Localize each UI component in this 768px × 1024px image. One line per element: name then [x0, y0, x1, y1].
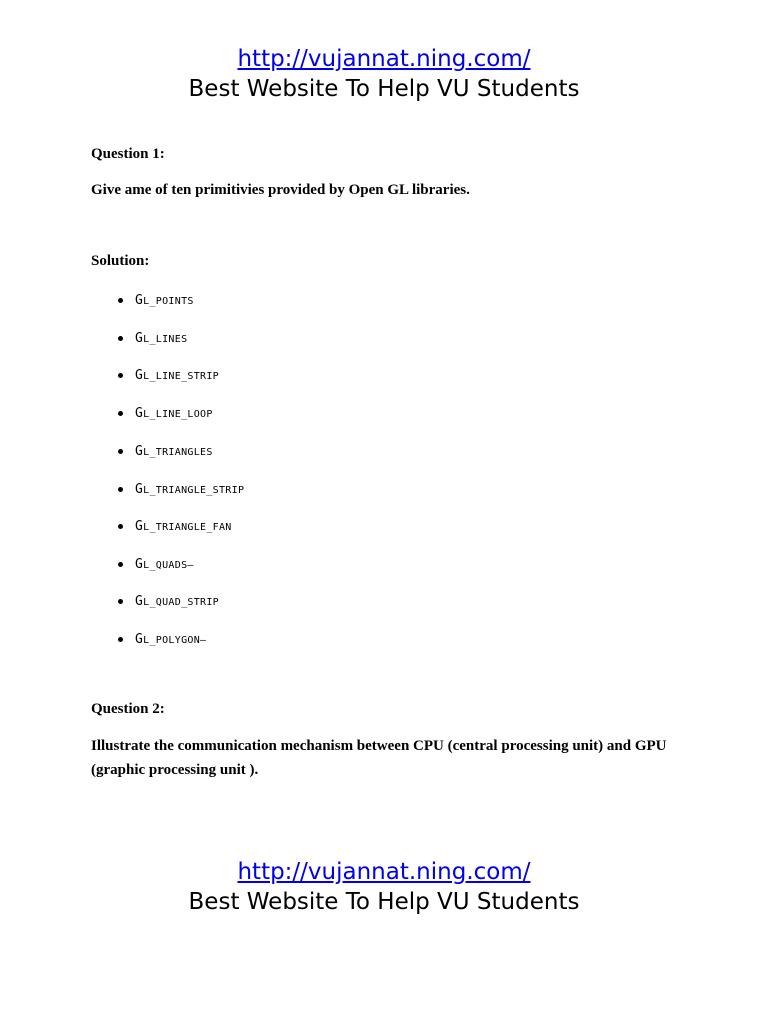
solution-label: Solution:	[91, 253, 150, 269]
list-item	[118, 479, 244, 499]
primitive-name: GL_LINES	[135, 330, 188, 346]
list-item	[118, 516, 232, 536]
primitive-name: GL_TRIANGLE_FAN	[135, 518, 232, 534]
question-2-label: Question 2:	[91, 701, 165, 717]
list-item	[118, 591, 219, 611]
bullet-icon	[118, 599, 123, 604]
bullet-icon	[118, 449, 123, 454]
list-item	[118, 441, 213, 461]
list-item	[118, 365, 219, 385]
list-item	[118, 403, 213, 423]
page-header	[0, 44, 768, 104]
bullet-icon	[118, 336, 123, 341]
question-2-text: Illustrate the communication mechanism between CPU (central processing unit) and GPU (graphic processing unit ).	[91, 738, 667, 778]
primitive-name: GL_LINE_STRIP	[135, 367, 219, 383]
page-footer	[0, 857, 768, 917]
header-tagline: Best Website To Help VU Students	[188, 76, 580, 102]
footer-tagline: Best Website To Help VU Students	[188, 889, 580, 915]
bullet-icon	[118, 524, 123, 529]
primitive-name: GL_QUADS–	[135, 556, 194, 572]
list-item	[118, 290, 194, 310]
bullet-icon	[118, 637, 123, 642]
bullet-icon	[118, 562, 123, 567]
header-site-link[interactable]: http://vujannat.ning.com/	[237, 46, 531, 72]
list-item	[118, 328, 187, 348]
question-1-text: Give ame of ten primitivies provided by Open GL libraries.	[91, 182, 470, 198]
list-item	[118, 554, 194, 574]
bullet-icon	[118, 411, 123, 416]
primitive-name: GL_POLYGON–	[135, 631, 207, 647]
primitive-name: GL_TRIANGLES	[135, 443, 213, 459]
bullet-icon	[118, 373, 123, 378]
bullet-icon	[118, 487, 123, 492]
primitive-name: GL_QUAD_STRIP	[135, 593, 219, 609]
primitive-name: GL_POINTS	[135, 292, 194, 308]
primitive-name: GL_TRIANGLE_STRIP	[135, 481, 245, 497]
primitive-name: GL_LINE_LOOP	[135, 405, 213, 421]
footer-site-link[interactable]: http://vujannat.ning.com/	[237, 859, 531, 885]
bullet-icon	[118, 298, 123, 303]
question-1-label: Question 1:	[91, 146, 165, 162]
list-item	[118, 629, 206, 649]
